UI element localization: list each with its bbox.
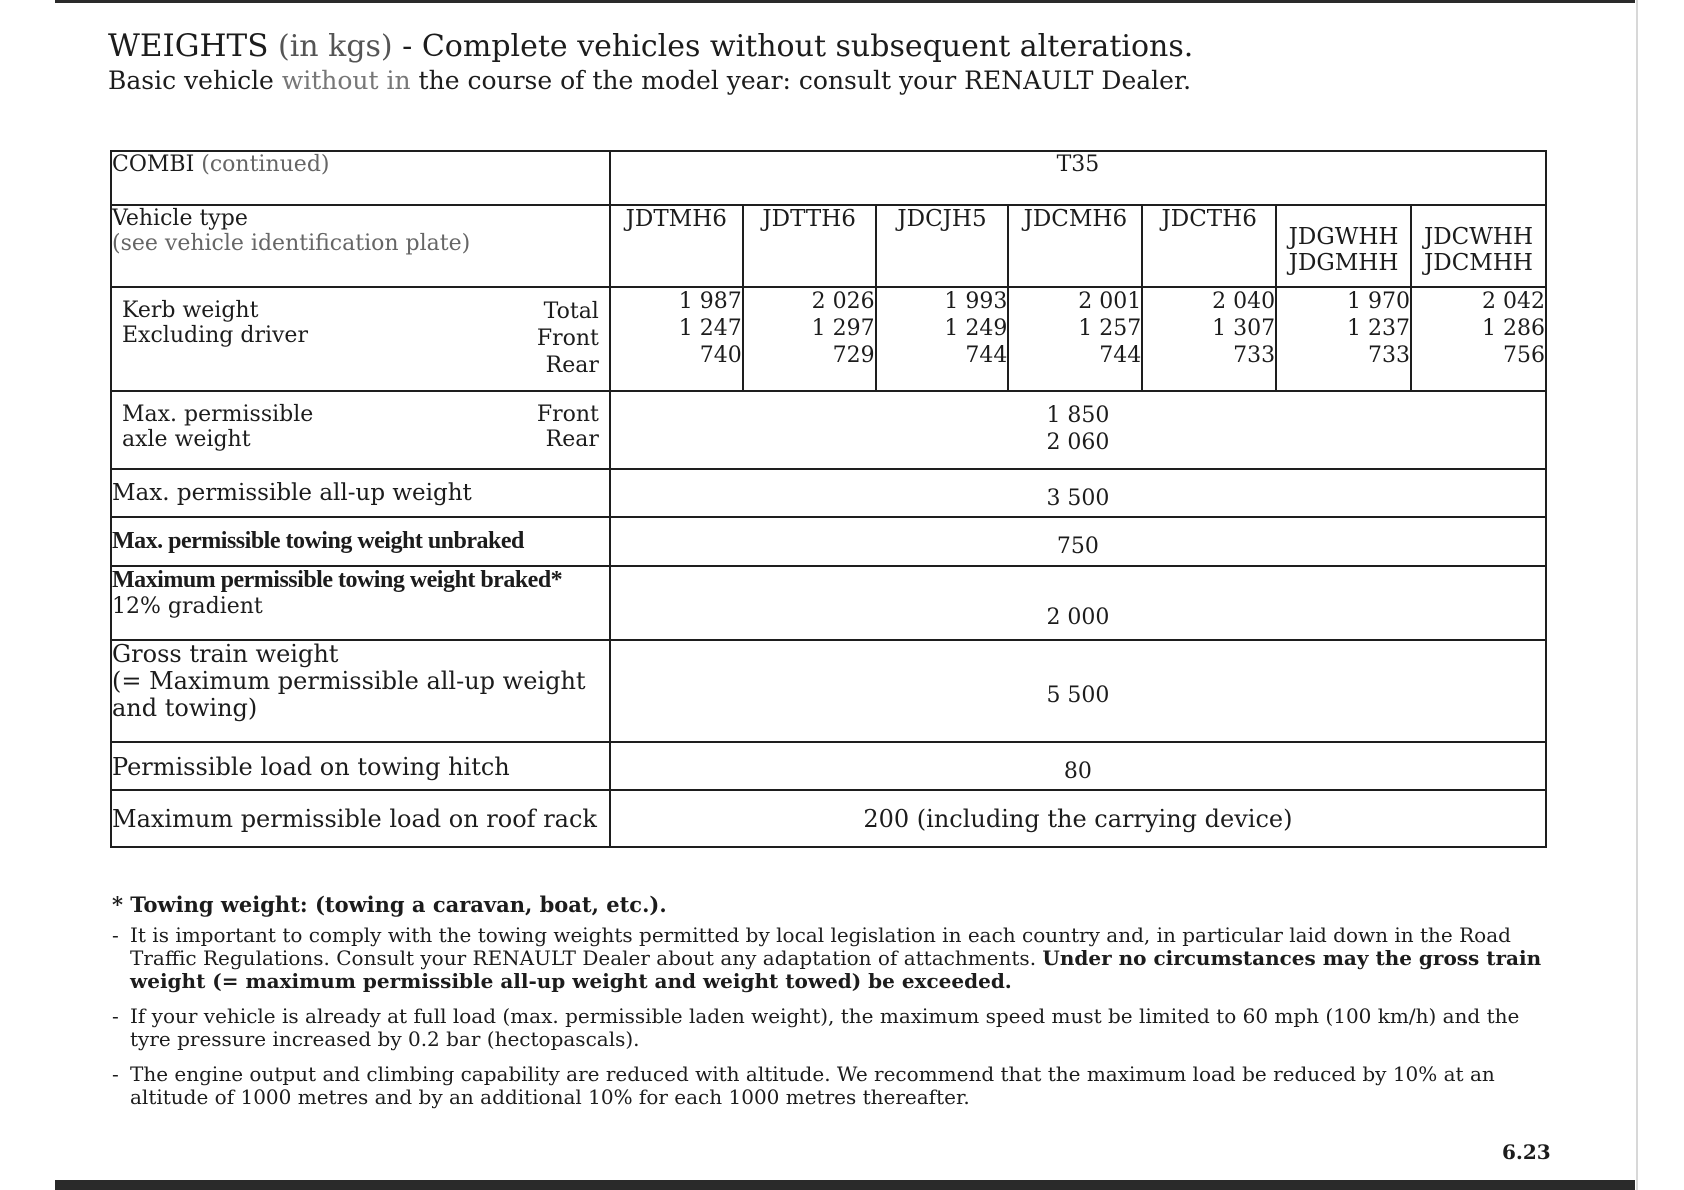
- heading-subtitle: - Complete vehicles without subsequent alterations.: [392, 29, 1194, 64]
- axle-label-2: axle weight: [122, 427, 251, 452]
- page-number: 6.23: [1502, 1140, 1551, 1164]
- heading-line-1: [108, 28, 1608, 65]
- table-row: [111, 205, 1546, 287]
- braked-label: Maximum permissible towing weight braked*: [112, 567, 563, 593]
- col-code: [1142, 205, 1276, 287]
- kerb-rear: 733: [1233, 343, 1276, 368]
- allup-label: Max. permissible all-up weight: [111, 469, 610, 517]
- kerb-values-2: [876, 287, 1009, 391]
- table-row: [111, 742, 1546, 790]
- heading-line-2: [108, 65, 1608, 97]
- table-row: [111, 391, 1546, 469]
- kerb-total: 1 993: [944, 289, 1008, 314]
- axle-front-label: Front: [536, 402, 599, 427]
- kerb-front-label: Front: [536, 326, 599, 351]
- kerb-label-2: Excluding driver: [122, 323, 308, 348]
- code-5: JDGWHH: [1288, 224, 1399, 250]
- table-row: [111, 790, 1546, 847]
- footnote-heading: * Towing weight: (towing a caravan, boat, etc.).: [112, 892, 667, 917]
- heading-line2-c: the course of the model year: consult your RENAULT Dealer.: [410, 66, 1192, 95]
- code-6b: JDCMHH: [1424, 250, 1533, 276]
- table-row: [111, 517, 1546, 566]
- weights-table: [110, 150, 1547, 848]
- heading-line2-a: Basic vehicle: [108, 66, 282, 95]
- kerb-sublabels: [537, 298, 599, 379]
- axle-values: [610, 391, 1546, 469]
- axle-rear-label: Rear: [545, 427, 599, 452]
- kerb-total: 2 040: [1212, 289, 1276, 314]
- kerb-values-6: [1411, 287, 1546, 391]
- kerb-values-4: [1142, 287, 1276, 391]
- col-code: [1008, 205, 1142, 287]
- gross-sub-1: (= Maximum permissible all-up weight: [112, 667, 586, 695]
- kerb-front: 1 307: [1212, 316, 1276, 341]
- hitch-label: Permissible load on towing hitch: [111, 742, 610, 790]
- code-3: JDCMH6: [1023, 206, 1128, 232]
- braked-sub: 12% gradient: [112, 594, 263, 619]
- heading-unit: (in kgs): [278, 29, 393, 64]
- kerb-label-1: Kerb weight: [122, 298, 259, 323]
- kerb-values-1: [743, 287, 876, 391]
- heading-title: WEIGHTS: [108, 28, 269, 64]
- kerb-front: 1 249: [944, 316, 1008, 341]
- unbraked-label: Max. permissible towing weight unbraked: [111, 517, 610, 566]
- kerb-total: 1 970: [1347, 289, 1411, 314]
- code-1: JDTTH6: [762, 206, 856, 232]
- table-row: [111, 566, 1546, 640]
- code-4: JDCTH6: [1161, 206, 1257, 232]
- axle-weight-cell: [111, 391, 610, 469]
- kerb-rear: 744: [1099, 343, 1142, 368]
- kerb-values-3: [1008, 287, 1142, 391]
- top-edge-bar: [55, 0, 1635, 3]
- col-code: [743, 205, 876, 287]
- group-label: T35: [1056, 152, 1100, 177]
- kerb-front: 1 286: [1482, 316, 1545, 341]
- gross-value: 5 500: [610, 640, 1546, 742]
- vehicle-type-sub: (see vehicle identification plate): [112, 231, 471, 256]
- footnotes: [112, 893, 1552, 1121]
- gross-label: Gross train weight: [112, 640, 339, 668]
- col-code: [610, 205, 743, 287]
- axle-rear-value: 2 060: [1046, 430, 1110, 455]
- table-row: [111, 287, 1546, 391]
- vehicle-type-cell: [111, 205, 610, 287]
- allup-value: 3 500: [610, 469, 1546, 517]
- gross-cell: [111, 640, 610, 742]
- kerb-rear: 744: [965, 343, 1008, 368]
- kerb-rear: 729: [832, 343, 875, 368]
- footnote-1-text: It is important to comply with the towing weights permitted by local legislation in each country and, in particular laid down in the Road Traffic Regulations. Consult your RENAULT Dealer about any adaptation of attachments.: [130, 923, 1511, 970]
- kerb-rear: 733: [1368, 343, 1411, 368]
- footnote-3-text: The engine output and climbing capability are reduced with altitude. We recommend that the maximum load be reduced by 10% at an altitude of 1000 metres and by an additional 10% for each 1000 metres thereafter.: [130, 1062, 1495, 1109]
- kerb-total: 2 042: [1482, 289, 1545, 314]
- footnote-item: [112, 1005, 1552, 1051]
- dash-bullet: -: [112, 1062, 119, 1086]
- kerb-values-5: [1276, 287, 1411, 391]
- footnote-1-bold: Under no circumstances may the gross train weight (= maximum permissible all-up weight and weight towed) be exceeded.: [130, 946, 1542, 993]
- footnote-2-text: If your vehicle is already at full load (max. permissible laden weight), the maximum speed must be limited to 60 mph (100 km/h) and the tyre pressure increased by 0.2 bar (hectopascals).: [130, 1004, 1520, 1051]
- col-code: [1276, 205, 1411, 287]
- braked-value: 2 000: [610, 566, 1546, 640]
- kerb-weight-cell: [111, 287, 610, 391]
- kerb-values-0: [610, 287, 743, 391]
- kerb-total: 2 001: [1078, 289, 1142, 314]
- group-header: [610, 151, 1546, 205]
- code-0: JDTMH6: [625, 206, 727, 232]
- col-code: [1411, 205, 1546, 287]
- kerb-front: 1 257: [1078, 316, 1142, 341]
- code-6: JDCWHH: [1424, 224, 1534, 250]
- roof-value: 200 (including the carrying device): [610, 790, 1546, 847]
- table-row: [111, 469, 1546, 517]
- col-code: [876, 205, 1009, 287]
- footnote-item: [112, 1063, 1552, 1109]
- table-row: [111, 151, 1546, 205]
- code-5b: JDGMHH: [1288, 250, 1399, 276]
- axle-label-1: Max. permissible: [122, 402, 314, 427]
- combi-sub: (continued): [201, 152, 330, 177]
- kerb-total: 1 987: [678, 289, 742, 314]
- roof-label: Maximum permissible load on roof rack: [111, 790, 610, 847]
- kerb-rear-label: Rear: [545, 353, 599, 378]
- braked-cell: [111, 566, 610, 640]
- code-2: JDCJH5: [897, 206, 987, 232]
- kerb-front: 1 237: [1347, 316, 1411, 341]
- kerb-labels: [122, 298, 308, 379]
- heading-line2-b: without in: [281, 66, 411, 95]
- axle-front-value: 1 850: [1046, 403, 1110, 428]
- kerb-front: 1 247: [678, 316, 742, 341]
- kerb-rear: 740: [699, 343, 742, 368]
- dash-bullet: -: [112, 1004, 119, 1028]
- combi-cell: [111, 151, 610, 205]
- vehicle-type-label: Vehicle type: [112, 206, 248, 231]
- kerb-rear: 756: [1503, 343, 1545, 368]
- dash-bullet: -: [112, 923, 119, 947]
- combi-label: COMBI: [112, 152, 195, 177]
- page-heading: [108, 28, 1608, 97]
- gross-sub-2: and towing): [112, 694, 258, 722]
- page-edge: [1636, 0, 1638, 1190]
- kerb-total-label: Total: [543, 299, 599, 324]
- kerb-total: 2 026: [811, 289, 875, 314]
- unbraked-value: 750: [610, 517, 1546, 566]
- bottom-edge-bar: [55, 1180, 1635, 1190]
- table-row: [111, 640, 1546, 742]
- kerb-front: 1 297: [811, 316, 875, 341]
- hitch-value: 80: [610, 742, 1546, 790]
- footnote-item: [112, 924, 1552, 993]
